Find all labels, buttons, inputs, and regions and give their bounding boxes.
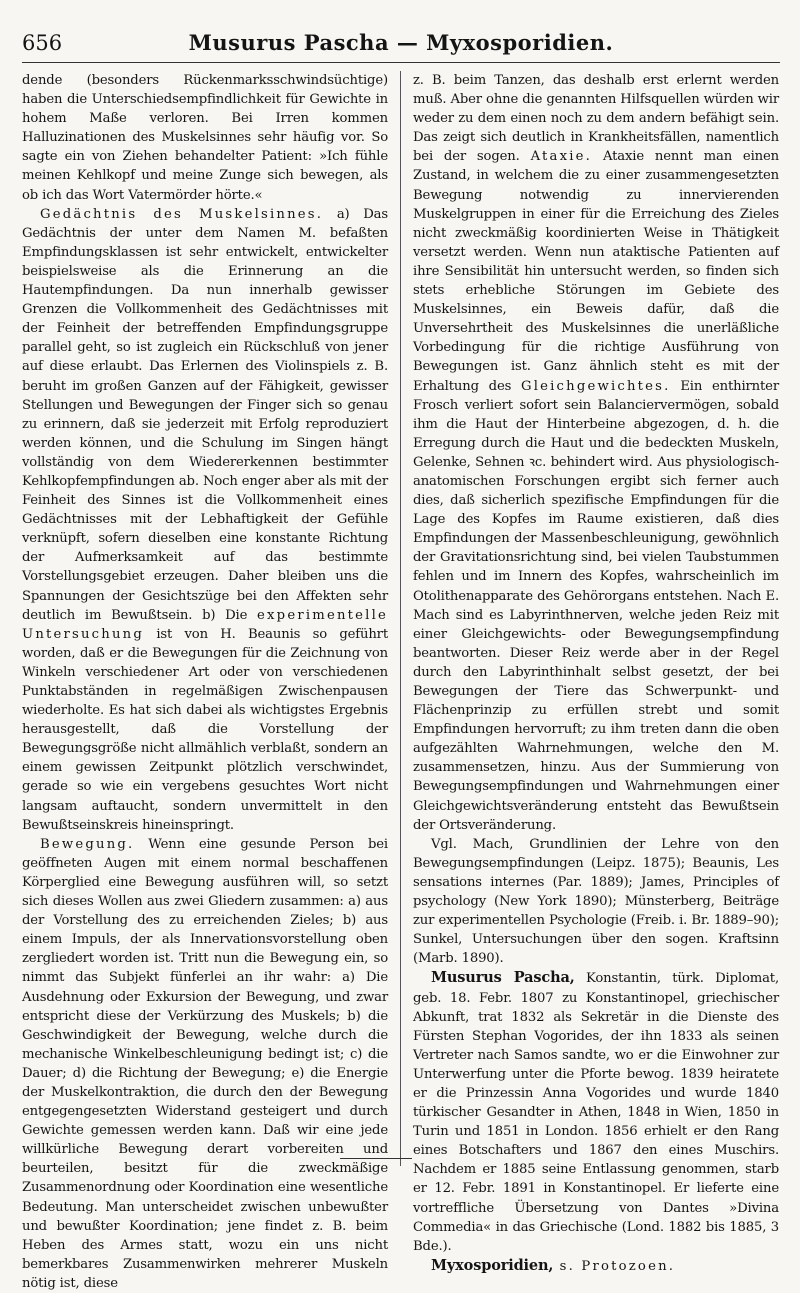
- page-number: 656: [22, 31, 63, 55]
- term-equilibrium: Gleichgewichtes.: [520, 378, 671, 394]
- memory-text-b: ist von H. Beaunis so geführt worden, daß er die Bewegungen für die Zeichnung von Winkeln verschiedener Art oder von verschiedenen Punktabständen in regelmäßigen Zwischenpausen wiederholte. Es hat sich dabei als wichtigstes Ergebnis herausgestellt, daß die Vorstellung der Bewegungsgröße nicht allmählich verblaßt, sondern an einem gewissen Zeitpunkt plötzlich verschwindet, gerade so wie ein vergebens gesuchtes Wort nicht langsam auftaucht, sondern unvermittelt in den Bewußtseinskreis hineinspringt.: [22, 626, 388, 833]
- term-experimental-investigation: experimentelle Untersuchung: [22, 607, 388, 642]
- memory-text-a: a) Das Gedächtnis der unter dem Namen M. befaßten Empfindungsklassen ist sehr entwickelt, entwickelter beispielsweise als die Erinnerung an die Hautempfindungen. Da nun innerhalb gewisser Grenzen die Vollkommenheit des Gedächtnisses mit der Feinheit der betreffenden Empfindungsgruppe parallel geht, so ist zugleich ein Rückschluß von jener auf diese erlaubt. Das Erlernen des Violinspiels z. B. beruht im großen Ganzen auf der Fähigkeit, gewisser Stellungen und Bewegungen der Finger sich so genau zu erinnern, daß sie jederzeit mit Erfolg reproduziert werden können, und die Schulung im Singen hängt vollständig von dem Wiedererkennen bestimmter Kehlkopfempfindungen ab. Noch enger aber als mit der Feinheit des Sinnes ist die Vollkommenheit eines Gedächtnisses mit der Lebhaftigkeit der Gefühle verknüpft, sofern dieselben eine konstante Richtung der Aufmerksamkeit auf das bestimmte Vorstellungsgebiet erzeugen. Daher bleiben uns die Spannungen der Gesichtszüge bei den Affekten sehr deutlich im Bewußtsein. b) Die: [22, 206, 389, 623]
- term-memory-of-muscle-sense: Gedächtnis des Muskelsinnes.: [40, 206, 324, 222]
- ataxia-text-a: z. B. beim Tanzen, das deshalb erst erlernt werden muß. Aber ohne die genannten Hilfsquellen würden wir weder zu dem einen noch zu dem andern befähigt sein. Das zeigt sich deutlich in Krankheitsfällen, namentlich bei der sogen.: [413, 73, 779, 165]
- right-column: [405, 71, 779, 1274]
- left-column: [22, 71, 396, 1291]
- term-movement: Bewegung.: [40, 836, 135, 852]
- headword-musurus-pascha: Musurus Pascha,: [431, 969, 575, 987]
- movement-text: Wenn eine gesunde Person bei geöffneten Augen mit einem normal beschaffenen Körperglied eine Bewegung ausführen will, so setzt sich dieses Wollen aus zwei Gliedern zusammen: a) aus der Vorstellung des zu erreichenden Zieles; b) aus einem Impuls, der als Innervationsvorstellung oben zergliedert worden ist. Tritt nun die Bewegung ein, so nimmt das Subjekt fünferlei an ihr wahr: a) Die Ausdehnung oder Exkursion der Bewegung, und zwar entspricht diese der Verkürzung des Muskels; b) die Geschwindigkeit der Bewegung, welche durch die mechanische Winkelbeschleunigung bedingt ist; c) die Dauer; d) die Richtung der Bewegung; e) die Energie der Muskelkontraktion, die durch den der Bewegung entgegengesetzten Widerstand gesteigert und durch Gewichte gemessen werden kann. Daß wir eine jede willkürliche Bewegung derart vorbereiten und beurteilen, besitzt für die zweckmäßige Zusammenordnung oder Koordination eine wesentliche Bedeutung. Man unterscheidet zwischen unbewußter und bewußter Koordination; jene findet z. B. beim Heben des Armes statt, wozu ein uns nicht bemerkbares Zusammenwirken mehrerer Muskeln nötig ist, diese: [22, 836, 388, 1291]
- entry-musurus-pascha: [413, 968, 779, 1255]
- column-divider: [400, 71, 401, 1166]
- ataxia-text-b: Ataxie nennt man einen Zustand, in welchem die zu einer zusammengesetzten Bewegung notwendig zu innervierenden Muskelgruppen in einer für die Erreichung des Zieles nicht zweckmäßig koordinierten Weise in Thätigkeit versetzt werden. Wenn nun ataktische Patienten auf ihre Sensibilität hin untersucht werden, so finden sich stets erhebliche Störungen im Gebiete des Muskelsinnes, ein Beweis dafür, daß die Unversehrtheit des Muskelsinnes die unerläßliche Vorbedingung für die richtige Ausführung von Bewegungen ist. Ganz ähnlich steht es mit der Erhaltung des: [413, 149, 779, 394]
- paragraph-references: Vgl. Mach, Grundlinien der Lehre von den Bewegungsempfindungen (Leipz. 1875); Beaunis, Les sensations internes (Par. 1889); James, Principles of psychology (New York 1890); Münsterberg, Beiträge zur experimentellen Psychologie (Freib. i. Br. 1889–90); Sunkel, Untersuchungen über den sogen. Kraftsinn (Marb. 1890).: [413, 836, 779, 967]
- paragraph-memory-of-muscle-sense: [22, 205, 388, 835]
- musurus-pascha-text: Konstantin, türk. Diplomat, geb. 18. Febr. 1807 zu Konstantinopel, griechischer Abkunft, trat 1832 als Sekretär in die Dienste des Fürsten Stephan Vogorides, der ihn 1833 als seinen Vertreter nach Samos sandte, wo er die Einwohner zur Unterwerfung unter die Pforte bewog. 1839 heiratete er die Prinzessin Anna Vogorides und wurde 1840 türkischer Gesandter in Athen, 1848 in Wien, 1850 in Turin und 1851 in London. 1856 erhielt er den Rang eines Botschafters und 1867 den eines Muschirs. Nachdem er 1885 seine Entlassung genommen, starb er 12. Febr. 1891 in Konstantinopel. Er lieferte eine vortreffliche Übersetzung von Dantes »Divina Commedia« in das Griechische (Lond. 1882 bis 1885, 3 Bde.).: [413, 971, 779, 1254]
- page-header: [22, 30, 780, 63]
- paragraph-muscle-sense-end: dende (besonders Rückenmarksschwindsüchtige) haben die Unterschiedsempfindlichkeit für Gewichte in hohem Maße verloren. Bei Irren kommen Halluzinationen des Muskelsinnes sehr häufig vor. So sagte ein von Ziehen behandelter Patient: »Ich fühle meinen Kehlkopf und meine Zunge sich bewegen, als ob ich das Wort Vatermörder hörte.«: [22, 73, 388, 203]
- myxosporidien-text: s. Protozoen.: [553, 1258, 676, 1274]
- text-columns: [22, 71, 780, 1291]
- ataxia-text-c: Ein enthirnter Frosch verliert sofort sein Balanciervermögen, sobald ihm die Haut der Hinterbeine abgezogen, d. h. die Erregung durch die Haut und die bedeckten Muskeln, Gelenke, Sehnen ꝛc. behindert wird. Aus physiologisch-anatomischen Forschungen ergibt sich ferner auch dies, daß sicherlich spezifische Empfindungen für die Lage des Kopfes im Raume existieren, daß dies Empfindungen der Massenbeschleunigung, gewöhnlich der Gravitationsrichtung sind, bei vielen Taubstummen fehlen und im Innern des Kopfes, wahrscheinlich im Otolithenapparate des Gehörorgans entstehen. Nach E. Mach sind es Labyrinthnerven, welche jeden Reiz mit einer Gleichgewichts- oder Bewegungsempfindung beantworten. Dieser Reiz werde aber in der Regel durch den Labyrinthinhalt selbst gesetzt, der bei Bewegungen der Tiere das Schwerpunkt- und Flächenprinzip zu erfüllen strebt und somit Empfindungen hervorruft; zu ihm treten dann die oben aufgezählten Wahrnehmungen, welche den M. zusammensetzen, hinzu. Aus der Summierung von Bewegungsempfindungen und Wahrnehmungen einer Gleichgewichtsveränderung entsteht das Bewußtsein der Ortsveränderung.: [413, 378, 779, 833]
- footer-rule: [340, 1158, 412, 1159]
- paragraph-ataxia: [413, 71, 779, 835]
- entry-myxosporidien: [413, 1256, 779, 1276]
- term-ataxia: Ataxie.: [530, 149, 593, 165]
- running-title: Musurus Pascha — Myxosporidien.: [188, 30, 614, 55]
- paragraph-movement: [22, 835, 388, 1293]
- headword-myxosporidien: Myxosporidien,: [431, 1256, 554, 1274]
